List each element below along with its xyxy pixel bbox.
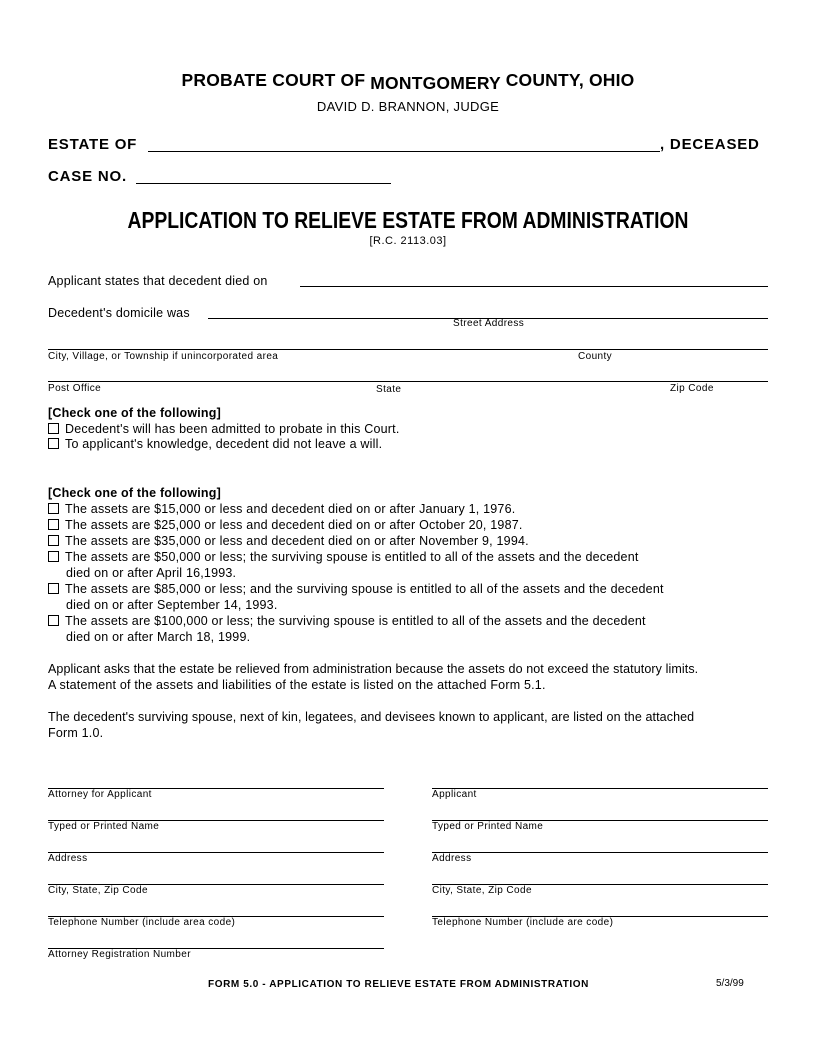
- died-on-label: Applicant states that decedent died on: [48, 274, 268, 288]
- assets-option-100000-cont: died on or after March 18, 1999.: [66, 630, 251, 644]
- assets-option-85000-cont: died on or after September 14, 1993.: [66, 598, 278, 612]
- assets-option-35000[interactable]: [48, 534, 529, 548]
- applicant-address-label: Address: [432, 853, 472, 864]
- checkbox[interactable]: [48, 615, 59, 626]
- checkbox[interactable]: [48, 519, 59, 530]
- option-text: The assets are $85,000 or less; and the surviving spouse is entitled to all of the assets and the decedent: [65, 582, 664, 596]
- assets-option-50000[interactable]: [48, 550, 639, 564]
- checkbox[interactable]: [48, 423, 59, 434]
- county-label: County: [578, 351, 613, 362]
- assets-check-heading: [Check one of the following]: [48, 486, 221, 500]
- relief-paragraph-line1: Applicant asks that the estate be relieved from administration because the assets do not exceed the statutory limits.: [48, 662, 699, 676]
- applicant-name-label: Typed or Printed Name: [432, 821, 544, 832]
- will-option-admitted[interactable]: [48, 422, 400, 436]
- applicant-city-label: City, State, Zip Code: [432, 885, 532, 896]
- post-office-line[interactable]: [48, 381, 768, 382]
- attorney-name-label: Typed or Printed Name: [48, 821, 160, 832]
- domicile-label: Decedent's domicile was: [48, 306, 190, 320]
- form-title: APPLICATION TO RELIEVE ESTATE FROM ADMINISTRATION: [127, 207, 689, 233]
- option-text: Decedent's will has been admitted to probate in this Court.: [65, 422, 400, 436]
- estate-of-label: ESTATE OF: [48, 136, 138, 153]
- attorney-phone-label: Telephone Number (include area code): [48, 917, 236, 928]
- attorney-city-label: City, State, Zip Code: [48, 885, 148, 896]
- attorney-label: Attorney for Applicant: [48, 789, 152, 800]
- relief-paragraph-line2: A statement of the assets and liabilities of the estate is listed on the attached Form 5.1.: [48, 678, 546, 692]
- will-option-no-will[interactable]: [48, 437, 382, 451]
- option-text: The assets are $25,000 or less and decedent died on or after October 20, 1987.: [65, 518, 523, 532]
- option-text: The assets are $100,000 or less; the surviving spouse is entitled to all of the assets and the decedent: [65, 614, 646, 628]
- applicant-label: Applicant: [432, 789, 477, 800]
- footer-form-title: FORM 5.0 - APPLICATION TO RELIEVE ESTATE FROM ADMINISTRATION: [208, 979, 590, 990]
- applicant-signature-line[interactable]: [432, 788, 768, 789]
- attorney-address-line[interactable]: [48, 852, 384, 853]
- zip-label: Zip Code: [670, 383, 714, 394]
- option-text: To applicant's knowledge, decedent did not leave a will.: [65, 437, 383, 451]
- checkbox[interactable]: [48, 438, 59, 449]
- will-check-heading: [Check one of the following]: [48, 406, 221, 420]
- city-label: City, Village, or Township if unincorporated area: [48, 351, 279, 362]
- court-heading: [0, 70, 816, 91]
- applicant-address-line[interactable]: [432, 852, 768, 853]
- post-office-label: Post Office: [48, 383, 102, 394]
- statute-reference: [R.C. 2113.03]: [369, 235, 447, 247]
- case-number-line[interactable]: [136, 183, 391, 184]
- assets-option-15000[interactable]: [48, 502, 515, 516]
- assets-option-85000[interactable]: [48, 582, 664, 596]
- attorney-registration-label: Attorney Registration Number: [48, 949, 191, 960]
- checkbox[interactable]: [48, 535, 59, 546]
- kin-paragraph-line1: The decedent's surviving spouse, next of kin, legatees, and devisees known to applicant, are listed on the attached: [48, 710, 695, 724]
- court-prefix: PROBATE COURT OF: [181, 70, 366, 90]
- death-date-line[interactable]: [300, 286, 768, 287]
- state-label: State: [376, 384, 402, 395]
- decedent-name-line[interactable]: [148, 151, 660, 152]
- checkbox[interactable]: [48, 503, 59, 514]
- case-no-label: CASE NO.: [48, 168, 127, 185]
- county-name: MONTGOMERY: [370, 73, 501, 93]
- option-text: The assets are $15,000 or less and decedent died on or after January 1, 1976.: [65, 502, 516, 516]
- checkbox[interactable]: [48, 551, 59, 562]
- kin-paragraph-line2: Form 1.0.: [48, 726, 104, 740]
- option-text: The assets are $50,000 or less; the surviving spouse is entitled to all of the assets and the decedent: [65, 550, 639, 564]
- footer-date: 5/3/99: [716, 978, 744, 989]
- checkbox[interactable]: [48, 583, 59, 594]
- applicant-phone-label: Telephone Number (include are code): [432, 917, 614, 928]
- assets-option-25000[interactable]: [48, 518, 523, 532]
- assets-option-50000-cont: died on or after April 16,1993.: [66, 566, 237, 580]
- assets-option-100000[interactable]: [48, 614, 646, 628]
- attorney-address-label: Address: [48, 853, 88, 864]
- judge-name: DAVID D. BRANNON, JUDGE: [316, 99, 500, 114]
- street-address-label: Street Address: [453, 318, 525, 329]
- court-suffix: COUNTY, OHIO: [505, 70, 635, 90]
- deceased-label: , DECEASED: [660, 136, 760, 153]
- city-county-line[interactable]: [48, 349, 768, 350]
- option-text: The assets are $35,000 or less and decedent died on or after November 9, 1994.: [65, 534, 529, 548]
